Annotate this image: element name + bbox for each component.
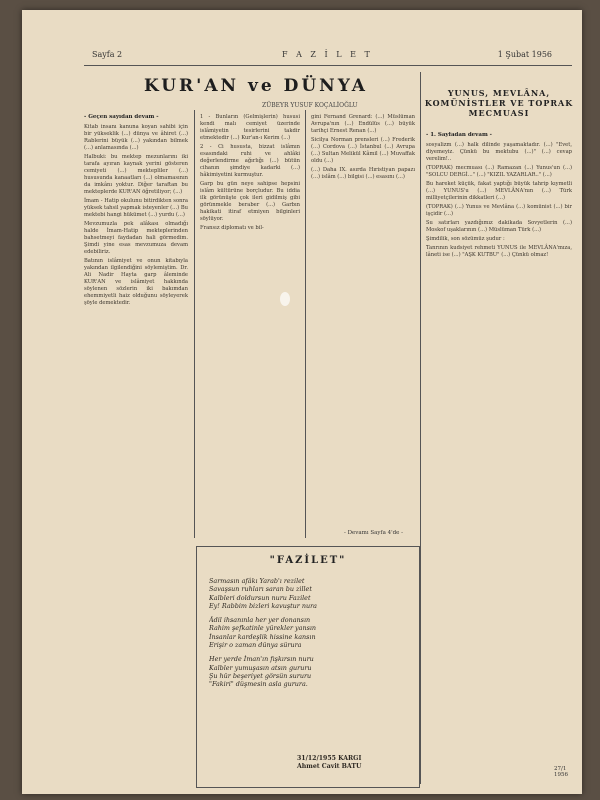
poem-line: İnsanlar kardeşlik hissine kansın	[209, 632, 316, 641]
poem-line: Savaşsun ruhları saran bu zillet	[209, 585, 312, 594]
poem-line: Ey! Rabbim bizleri kavuştur nura	[209, 601, 317, 610]
paragraph: Su satırları yazdığımız dakikada Sovyetlerin (...) Moskof uşaklarının (...) Müslüman Türk (...)	[426, 220, 572, 233]
poem-line: Kalbleri doldursun nuru Fazilet	[209, 593, 311, 602]
paragraph: Fransız diplomatı ve bil-	[200, 225, 264, 231]
column-rule	[194, 110, 195, 538]
poem-signature-date: 31/12/1955 KARGI	[297, 755, 362, 762]
poem-line: "Fakiri" düşmesin asla gurura.	[209, 680, 308, 689]
paragraph: Tanrının kudsiyet rehmeti YUNUS ile MEVLÂNA'mıza, lâneti ise (...) "AŞK KUTBU" (...) Çünkü olmaz!	[426, 245, 572, 258]
paragraph: 2 - Ci hususta, bizzat islâmın esasındaki ruhi ve ahlâki değerlendirme ağırlığı (...) bütün cihanın şimdiye kadarki (...) hâkimiyetini kurmuştur.	[200, 144, 300, 178]
article-column-2	[200, 114, 300, 534]
paragraph: (...) Daha IX. asırda Hıristiyan papazı (...) islâm (...) bilgisi (...) esasını (...)	[311, 167, 415, 180]
poem-line: Rahim şefkatinle yürekler yansın	[209, 624, 317, 633]
continued-on-page: - Devamı Sayfa 4'de -	[344, 530, 403, 536]
page-header	[92, 50, 572, 64]
article-column-1	[84, 114, 188, 784]
paragraph: Sicilya Norman prensleri (...) Frederik (...) Cordova (...) İstanbul (...) Avrupa (...) Sultan Melikül Kâmil (...) Muvaffak oldu (...)	[311, 137, 415, 164]
poem-line: Şu hür beşeriyet görsün sururu	[209, 671, 312, 680]
issue-date: 1 Şubat 1956	[497, 50, 552, 59]
paragraph: Halbuki: bu mektep mezunlarını iki tarafa ayıran kaynak yerini gösteren cemiyeti (...) mektepliler (...) hususunda kanaatları (...) olmamasının da imkânı yoktur. Diğer taraftan bu mekteplerde KUR'AN öğretiliyor; (...)	[84, 154, 188, 195]
paragraph: İmam - Hatip okulunu bitirdikten sonra yüksek tahsil yapmak isteyenler (...) Bu mektebi hangi hükümet (...) yurdu (...)	[84, 198, 188, 218]
paragraph: (TOPRAK) (...) Yunus ve Mevlâna (...) komünist (...) bir işçidir (...)	[426, 204, 572, 217]
poem-author: Ahmet Cavit BATU	[297, 763, 362, 770]
column-rule	[420, 72, 421, 784]
article-byline: ZÜBEYR YUSUF KOÇALİOĞLU	[262, 102, 358, 109]
paper-name: F A Z İ L E T	[282, 50, 373, 59]
continued-note: - 1. Sayfadan devam -	[426, 132, 492, 138]
poem-title: "FAZİLET"	[269, 555, 347, 566]
poem-signature	[297, 755, 361, 771]
paragraph: gini Fernand Grenard: (...) Müslüman Avrupa'nın (...) Endülüs (...) büyük tarihçi Ernest Renan (...)	[311, 114, 415, 134]
paragraph: Garp bu gün neye sahipse hepsini islâm kültürüne borçludur. Bu iddia ilk görünüşte çok ileri gidilmiş gibi görünmekle beraber (...) Garbın hakikati itiraf etmiyen bilginleri söylüyor.	[200, 181, 300, 222]
right-article-title: YUNUS, MEVLÂNA, KOMÜNİSTLER VE TOPRAK MECMUASI	[424, 88, 574, 118]
paragraph: sosyalizm (...) halk dilinde yaşamaktadır. (...) "Evet, diyemeyiz. Çünkü bu mektubu (...)" (...) cevap verelim!..	[426, 142, 572, 162]
article-column-3	[311, 114, 415, 524]
newspaper-page	[22, 10, 582, 794]
poem-box	[196, 546, 420, 788]
right-article-column	[426, 132, 572, 772]
poem-line: Sarmasın afâkı Yarab'ı rezilet	[209, 577, 305, 585]
page-number: Sayfa 2	[92, 50, 123, 59]
paragraph: Batının islâmiyet ve onun kitabıyla yakından ilgilendiğini söylemiştim. Dr. Ali Nadir Hayta garp âleminde KUR'AN ve islâmiyet hakkında söylenen sözlerin iki bakımdan ehemmiyetli haiz olduğunu söyleyerek şöyle demektedir.	[84, 258, 188, 306]
paragraph: Bu hareket küçük, fakat yaptığı büyük tahrip kıymetli (...) YUNUS'u (...) MEVLÂNA'nın (...) Türk milliyetçilerinin dikkatleri (...)	[426, 181, 572, 201]
footer-date: 27/1 1956	[554, 766, 568, 778]
column-rule	[305, 110, 306, 538]
poem-line: Âdil ihsanınla her yer donansın	[209, 616, 311, 625]
poem-lines	[209, 577, 409, 689]
paper-stain	[280, 292, 290, 306]
paragraph: 1 - Bunların (Gelmişlerin) hususi kendi malı cemiyet üzerinde islâmiyetin tesirlerini takdir etmektedir (...) Kur'an-ı Kerim (...)	[200, 114, 300, 141]
paragraph: (TOPRAK) mecmuası (...) Ramazan (...) Yunus'un (...) "SOLCU DERGİ..." (...) "KIZIL YAZARLAR.." (...)	[426, 165, 572, 178]
article-title: KUR'AN ve DÜNYA	[144, 76, 368, 96]
poem-line: Kalbler yumuşasın atsın gururu	[209, 663, 312, 672]
paragraph: Şimdilik, son sözümüz şudur :	[426, 236, 505, 242]
paragraph: Kitab insanı kanuna koyan sahibi için bir yükseklik (...) dünya ve âhiret (...) Rablerini büyük (...) yakından bilmek (...) anlamasında (...)	[84, 124, 188, 151]
paragraph: Mevzumuzla pek alâkası olmadığı halde İmam-Hatip mekteplerinden bahsetmeyi faydadan hali görmedim. Şimdi yine esas mevzumuza devam edebiliriz.	[84, 221, 188, 255]
continued-note: - Geçen sayıdan devam -	[84, 114, 159, 120]
poem-line: Erişir o zaman dünya sürura	[209, 641, 302, 650]
poem-line: Her yerde İman'ın fışkırsın nuru	[209, 655, 314, 664]
header-rule	[84, 65, 572, 66]
